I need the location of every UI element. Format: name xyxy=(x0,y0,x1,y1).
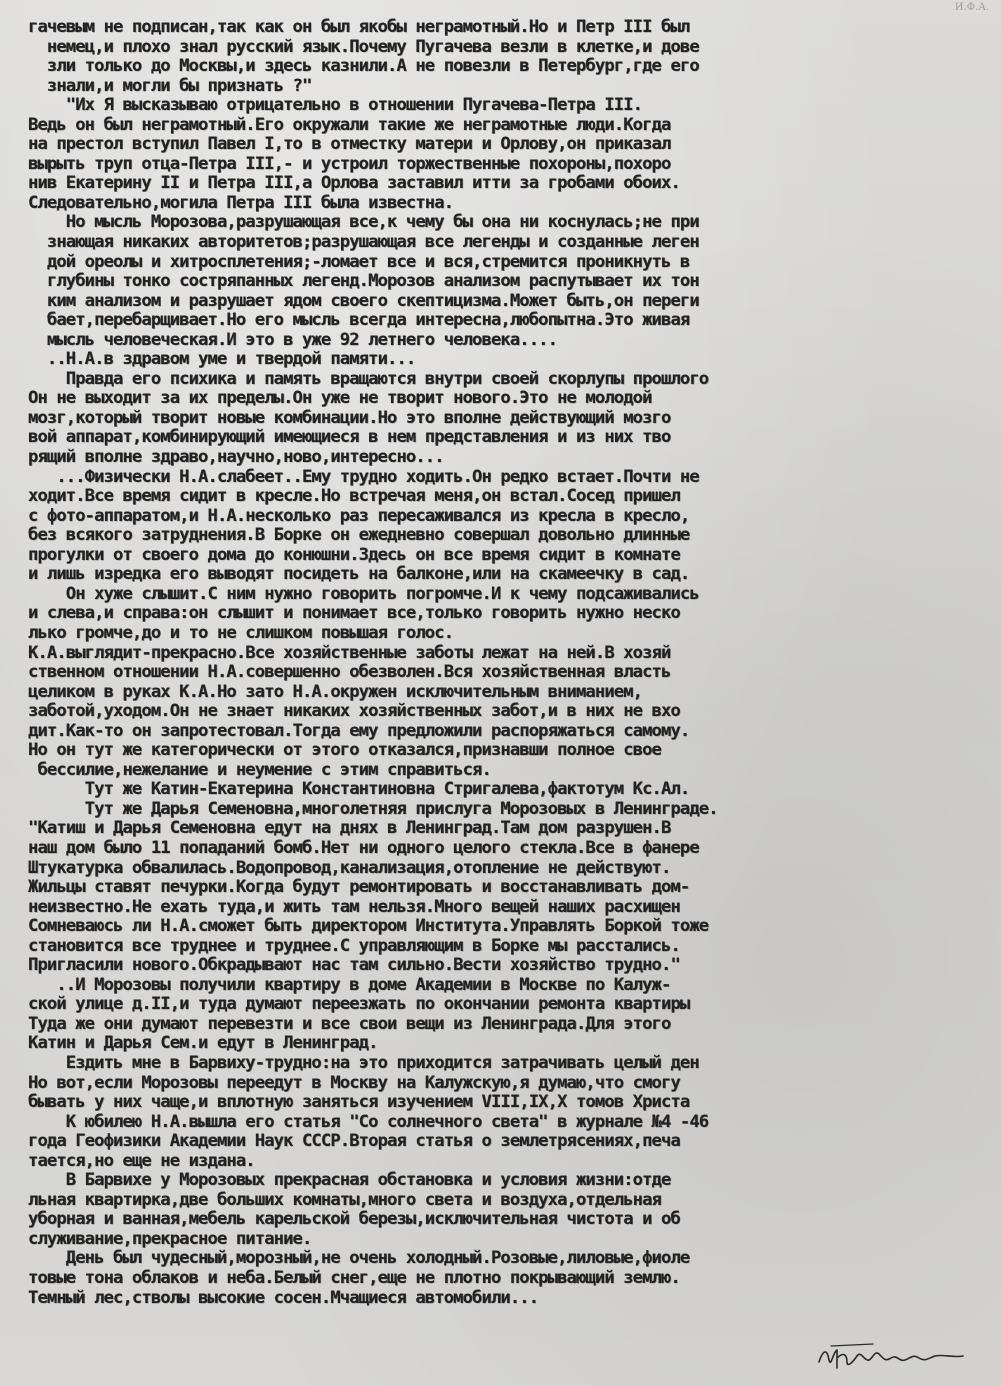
typed-line: ..И Морозовы получили квартиру в доме Академии в Москве по Калуж- xyxy=(28,975,671,995)
typed-line: ...Физически Н.А.слабеет..Ему трудно ходить.Он редко встает.Почти не xyxy=(28,467,699,487)
typed-line: Но мысль Морозова,разрушающая все,к чему бы она ни коснулась;не при xyxy=(28,213,699,233)
typed-line: "Их Я высказываю отрицательно в отношении Пугачева-Петра III. xyxy=(28,96,643,116)
typed-line: Жильцы ставят печурки.Когда будут ремонтировать и восстанавливать дом- xyxy=(28,878,690,898)
typed-line: становится все труднее и труднее.С управляющим в Борке мы расстались. xyxy=(28,936,680,956)
typed-line: Но вот,если Морозовы переедут в Москву на Калужскую,я думаю,что смогу xyxy=(28,1073,680,1093)
typed-line: ходит.Все время сидит в кресле.Но встречая меня,он встал.Сосед пришел xyxy=(28,487,680,507)
typed-line: уборная и ванная,мебель карельской березы,исключительная чистота и об xyxy=(28,1210,680,1230)
handwritten-signature xyxy=(813,1332,983,1378)
typed-line: знали,и могли бы признать ?" xyxy=(28,76,312,96)
typed-line: День был чудесный,морозный,не очень холодный.Розовые,лиловые,фиоле xyxy=(28,1249,690,1269)
typed-line: бывать у них чаще,и вплотную заняться изучением VIII,IX,X томов Христа xyxy=(28,1093,690,1113)
typed-line: гачевым не подписан,так как он был якобы неграмотный.Но и Петр III был xyxy=(28,18,690,37)
typed-line: вой аппарат,комбинирующий имеющиеся в нем представления и из них тво xyxy=(28,428,671,448)
typed-line: и слева,и справа:он слышит и понимает все,только говорить нужно неско xyxy=(28,604,680,624)
typed-line: Правда его психика и память вращаются внутри своей скорлупы прошлого xyxy=(28,369,709,389)
typed-line: льная квартирка,две больших комнаты,много света и воздуха,отдельная xyxy=(28,1190,661,1210)
typed-line: Но он тут же категорически от этого отказался,признавши полное свое xyxy=(28,741,661,761)
typed-line: Он не выходит за их пределы.Он уже не творит нового.Это не молодой xyxy=(28,389,652,409)
typed-line: рящий вполне здраво,научно,ново,интересно... xyxy=(28,448,444,468)
typed-line: наш дом было 11 попаданий бомб.Нет ни одного целого стекла.Все в фанере xyxy=(28,838,699,858)
typed-line: Пригласили нового.Обкрадывают нас там сильно.Вести хозяйство трудно." xyxy=(28,956,680,976)
typed-line: глубины тонко состряпанных легенд.Морозов анализом распутывает их тон xyxy=(28,272,699,292)
typed-line: мысль человеческая.И это в уже 92 летнего человека.... xyxy=(28,330,558,350)
typed-line: товые тона облаков и неба.Белый снег,еще не плотно покрывающий землю. xyxy=(28,1269,680,1288)
typed-line: с фото-аппаратом,и Н.А.несколько раз пересаживался из кресла в кресло, xyxy=(28,506,690,526)
typed-line: без всякого затруднения.В Борке он ежедневно совершал довольно длинные xyxy=(28,526,690,546)
typed-line: Тут же Катин-Екатерина Константиновна Стригалева,фактотум Кс.Ал. xyxy=(28,780,690,800)
typed-line: Ведь он был неграмотный.Его окружали такие же неграмотные люди.Когда xyxy=(28,115,671,135)
typed-line: дит.Как-то он запротестовал.Тогда ему предложили распоряжаться самому. xyxy=(28,721,690,741)
typed-line: ..Н.А.в здравом уме и твердой памяти... xyxy=(28,350,416,370)
typed-line: ким анализом и разрушает ядом своего скептицизма.Может быть,он переги xyxy=(28,291,699,311)
typed-line: К юбилею Н.А.вышла его статья "Со солнечного света" в журнале №4 -46 xyxy=(28,1112,709,1132)
typed-line: служивание,прекрасное питание. xyxy=(28,1229,312,1249)
typed-line: Ездить мне в Барвиху-трудно:на это приходится затрачивать целый ден xyxy=(28,1053,699,1073)
typed-line: лько громче,до и то не слишком повышая голос. xyxy=(28,623,454,643)
typed-line: Тут же Дарья Семеновна,многолетняя прислуга Морозовых в Ленинграде. xyxy=(28,799,718,819)
typed-line: Туда же они думают перевезти и все свои вещи из Ленинграда.Для этого xyxy=(28,1014,671,1034)
typed-line: целиком в руках К.А.Но зато Н.А.окружен исключительным вниманием, xyxy=(28,682,643,702)
corner-pencil-mark: И.Ф.А. xyxy=(954,2,989,13)
typed-line: бает,перебарщивает.Но его мысль всегда интересна,любопытна.Это живая xyxy=(28,311,690,331)
typed-line: знающая никаких авторитетов;разрушающая все легенды и созданные леген xyxy=(28,233,699,253)
typed-line: Сомневаюсь ли Н.А.сможет быть директором Института.Управлять Боркой тоже xyxy=(28,917,709,937)
typed-line: тается,но еще не издана. xyxy=(28,1151,255,1171)
typed-line: бессилие,нежелание и неумение с этим справиться. xyxy=(28,760,491,780)
typed-line: Штукатурка обвалилась.Водопровод,канализация,отопление не действуют. xyxy=(28,858,671,878)
typed-line: ской улице д.II,и туда думают переезжать по окончании ремонта квартиры xyxy=(28,995,690,1015)
typed-line: на престол вступил Павел I,то в отместку матери и Орлову,он приказал xyxy=(28,135,671,155)
typed-line: мозг,который творит новые комбинации.Но это вполне действующий мозго xyxy=(28,408,671,428)
typed-line: вырыть труп отца-Петра III,- и устроил торжественные похороны,похоро xyxy=(28,154,671,174)
typed-line: года Геофизики Академии Наук СССР.Вторая статья о землетрясениях,печа xyxy=(28,1132,680,1152)
typed-line: прогулки от своего дома до конюшни.Здесь он все время сидит в комнате xyxy=(28,545,680,565)
typed-line: заботой,уходом.Он не знает никаких хозяйственных забот,и в них не вхо xyxy=(28,702,680,722)
typed-line: нив Екатерину II и Петра III,а Орлова заставил итти за гробами обоих. xyxy=(28,174,680,194)
typed-line: немец,и плохо знал русский язык.Почему Пугачева везли в клетке,и дове xyxy=(28,37,699,57)
typed-line: К.А.выглядит-прекрасно.Все хозяйственные заботы лежат на ней.В хозяй xyxy=(28,643,671,663)
typed-line: Темный лес,стволы высокие сосен.Мчащиеся автомобили... xyxy=(28,1288,539,1308)
typed-line: и лишь изредка его выводят посидеть на балконе,или на скамеечку в сад. xyxy=(28,565,690,585)
typed-line: В Барвихе у Морозовых прекрасная обстановка и условия жизни:отде xyxy=(28,1171,671,1191)
typewritten-text-body xyxy=(28,18,978,1308)
typed-line: Катин и Дарья Сем.и едут в Ленинград. xyxy=(28,1034,378,1054)
typed-line: зли только до Москвы,и здесь казнили.А не повезли в Петербург,где его xyxy=(28,57,699,77)
typed-line: дой ореолы и хитросплетения;-ломает все и вся,стремится проникнуть в xyxy=(28,252,690,272)
typed-line: Он хуже слышит.С ним нужно говорить погромче.И к чему подсаживались xyxy=(28,584,699,604)
typed-line: "Катиш и Дарья Семеновна едут на днях в Ленинград.Там дом разрушен.В xyxy=(28,819,671,839)
typed-line: Следовательно,могила Петра III была известна. xyxy=(28,193,454,213)
typed-line: неизвестно.Не ехать туда,и жить там нельзя.Много вещей наших расхищен xyxy=(28,897,680,917)
typed-line: ственном отношении Н.А.совершенно обезволен.Вся хозяйственная власть xyxy=(28,663,671,683)
